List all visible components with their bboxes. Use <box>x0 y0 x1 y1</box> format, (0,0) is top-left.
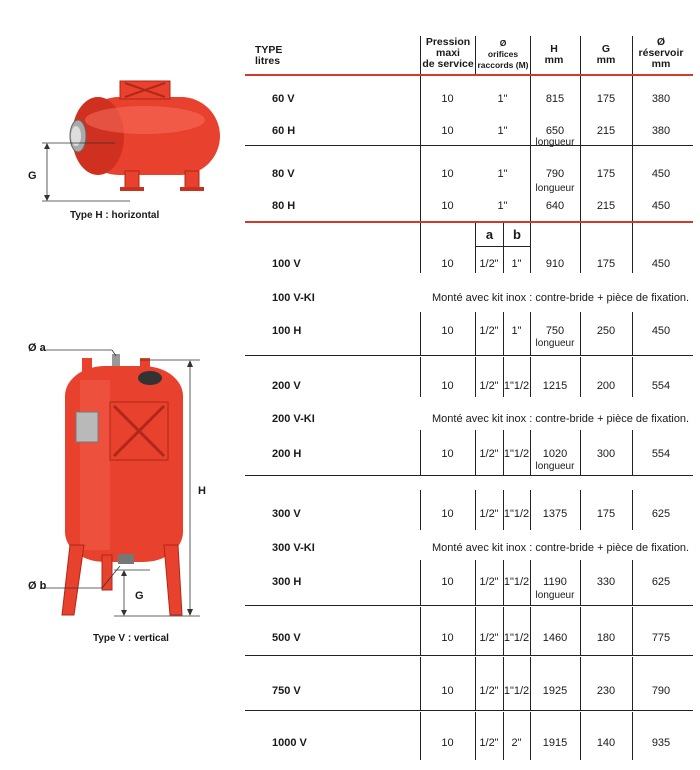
row-h-note: longueur <box>535 183 575 194</box>
row-g: 300 <box>596 448 616 460</box>
vertical-dim-a-label: Ø a <box>28 342 46 354</box>
row-h: 1215 <box>542 380 568 392</box>
row-reservoir: 935 <box>651 737 671 749</box>
row-h-note: longueur <box>535 590 575 601</box>
row-type: 750 V <box>272 685 301 697</box>
row-orifice: 1" <box>497 125 508 137</box>
row-type: 100 V-KI <box>272 292 315 304</box>
row-h: 640 <box>545 200 565 212</box>
row-pression: 10 <box>441 508 454 520</box>
row-type: 80 V <box>272 168 295 180</box>
row-g: 175 <box>596 508 616 520</box>
row-type: 1000 V <box>272 737 307 749</box>
subheader-a: a <box>485 227 494 242</box>
row-h: 790 <box>545 168 565 180</box>
row-orifice: 1" <box>497 200 508 212</box>
row-h: 1460 <box>542 632 568 644</box>
vertical-h-label: H <box>198 485 206 497</box>
row-type: 200 V <box>272 380 301 392</box>
row-orifice: 1" <box>497 168 508 180</box>
row-g: 250 <box>596 325 616 337</box>
row-orifice: 1" <box>497 93 508 105</box>
vertical-tank-illustration <box>40 340 220 630</box>
vertical-caption: Type V : vertical <box>93 633 169 644</box>
row-reservoir: 450 <box>651 258 671 270</box>
row-g: 200 <box>596 380 616 392</box>
row-h: 750 <box>545 325 565 337</box>
row-type: 80 H <box>272 200 296 212</box>
row-pression: 10 <box>441 200 454 212</box>
row-reservoir: 380 <box>651 93 671 105</box>
row-h-note: longueur <box>535 137 575 148</box>
horizontal-tank-illustration <box>20 75 235 225</box>
row-pression: 10 <box>441 632 454 644</box>
header-orifices: Ø orifices raccords (M) <box>477 38 529 70</box>
row-pression: 10 <box>441 168 454 180</box>
vertical-dim-b-label: Ø b <box>28 580 47 592</box>
row-type: 60 H <box>272 125 296 137</box>
row-type: 200 H <box>272 448 302 460</box>
row-h: 650 <box>545 125 565 137</box>
row-pression: 10 <box>441 576 454 588</box>
row-orifice-b: 1"1/2 <box>503 685 530 697</box>
row-orifice-b: 1"1/2 <box>503 448 530 460</box>
row-type: 300 V <box>272 508 301 520</box>
row-g: 215 <box>596 125 616 137</box>
row-g: 215 <box>596 200 616 212</box>
row-orifice-a: 1/2" <box>479 380 499 392</box>
row-orifice-b: 1"1/2 <box>503 576 530 588</box>
row-reservoir: 775 <box>651 632 671 644</box>
row-orifice-b: 1"1/2 <box>503 380 530 392</box>
row-orifice-a: 1/2" <box>479 685 499 697</box>
row-orifice-a: 1/2" <box>479 325 499 337</box>
section-red-rule <box>245 221 693 223</box>
row-orifice-a: 1/2" <box>479 576 499 588</box>
header-h: H mm <box>544 43 564 66</box>
row-g: 230 <box>596 685 616 697</box>
row-orifice-b: 2" <box>511 737 522 749</box>
row-type: 60 V <box>272 93 295 105</box>
row-orifice-b: 1"1/2 <box>503 508 530 520</box>
horizontal-caption: Type H : horizontal <box>70 210 160 221</box>
row-type: 100 H <box>272 325 302 337</box>
row-note: Monté avec kit inox : contre-bride + pièce de fixation. <box>432 292 690 304</box>
row-reservoir: 450 <box>651 325 671 337</box>
row-reservoir: 450 <box>651 168 671 180</box>
row-type: 300 H <box>272 576 302 588</box>
row-g: 330 <box>596 576 616 588</box>
row-reservoir: 625 <box>651 508 671 520</box>
row-g: 140 <box>596 737 616 749</box>
row-pression: 10 <box>441 380 454 392</box>
row-pression: 10 <box>441 93 454 105</box>
row-reservoir: 625 <box>651 576 671 588</box>
row-h: 1925 <box>542 685 568 697</box>
row-orifice-b: 1"1/2 <box>503 632 530 644</box>
row-pression: 10 <box>441 685 454 697</box>
row-note: Monté avec kit inox : contre-bride + pièce de fixation. <box>432 542 690 554</box>
row-note: Monté avec kit inox : contre-bride + pièce de fixation. <box>432 413 690 425</box>
row-orifice-b: 1" <box>511 325 522 337</box>
row-orifice-a: 1/2" <box>479 508 499 520</box>
row-orifice-a: 1/2" <box>479 258 499 270</box>
row-h: 1375 <box>542 508 568 520</box>
row-g: 175 <box>596 258 616 270</box>
row-g: 175 <box>596 168 616 180</box>
row-h: 1190 <box>543 576 567 588</box>
subheader-b: b <box>513 227 521 242</box>
header-pression: Pression maxi de service <box>422 36 474 70</box>
row-h: 815 <box>545 93 565 105</box>
row-reservoir: 554 <box>651 448 671 460</box>
row-reservoir: 450 <box>651 200 671 212</box>
row-h: 910 <box>545 258 565 270</box>
row-h-note: longueur <box>535 461 575 472</box>
horizontal-g-label: G <box>28 170 37 182</box>
row-pression: 10 <box>441 258 454 270</box>
row-type: 500 V <box>272 632 301 644</box>
row-orifice-a: 1/2" <box>479 737 499 749</box>
row-type: 300 V-KI <box>272 542 315 554</box>
row-pression: 10 <box>441 325 454 337</box>
vertical-g-label: G <box>135 590 144 602</box>
row-reservoir: 380 <box>651 125 671 137</box>
row-reservoir: 790 <box>651 685 671 697</box>
row-h: 1915 <box>542 737 568 749</box>
row-orifice-b: 1" <box>511 258 522 270</box>
row-pression: 10 <box>441 448 454 460</box>
row-pression: 10 <box>441 125 454 137</box>
header-red-rule <box>245 74 693 76</box>
header-type: TYPE litres <box>255 44 283 67</box>
row-g: 175 <box>596 93 616 105</box>
row-g: 180 <box>596 632 616 644</box>
row-pression: 10 <box>441 737 454 749</box>
row-reservoir: 554 <box>651 380 671 392</box>
row-h: 1020 <box>542 448 568 460</box>
row-h-note: longueur <box>535 338 575 349</box>
row-type: 200 V-KI <box>272 413 315 425</box>
row-type: 100 V <box>272 258 301 270</box>
row-orifice-a: 1/2" <box>479 632 499 644</box>
header-g: G mm <box>596 43 616 66</box>
header-reservoir: Ø réservoir mm <box>638 36 684 70</box>
row-orifice-a: 1/2" <box>479 448 499 460</box>
